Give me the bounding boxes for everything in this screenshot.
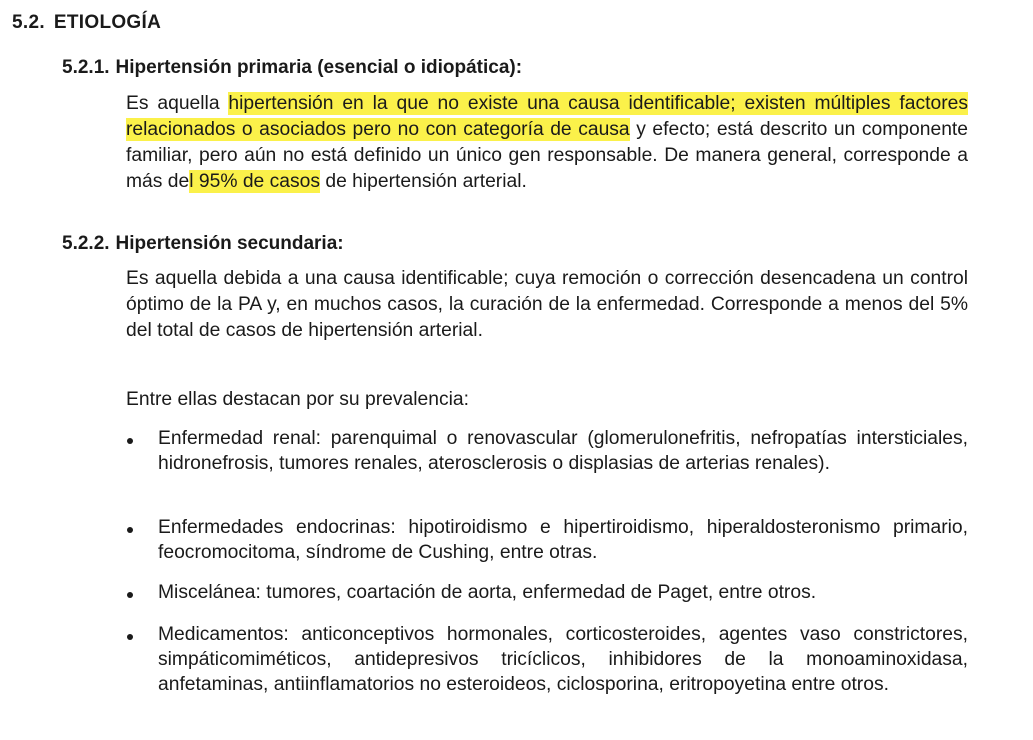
bullet-icon [127,634,133,640]
primary-text-before: Es aquella [126,93,229,114]
bullet-icon [127,527,133,533]
list-item-renal: Enfermedad renal: parenquimal o renovascular (glomerulonefritis, nefropatías intersticiales, hidronefrosis, tumores renales, aterosclerosis o displasias de arterias renales). [158,428,968,474]
highlighted-text-percentage: l 95% de casos [189,171,320,192]
subsection-number-secondary: 5.2.2. [62,233,110,254]
subsection-heading-primary [62,57,522,79]
subsection-number-primary: 5.2.1. [62,57,110,78]
secondary-paragraph: Es aquella debida a una causa identificable; cuya remoción o corrección desencadena un control óptimo de la PA y, en muchos casos, la curación de la enfermedad. Corresponde a menos del 5% del total de casos de hipertensión arterial. [126,268,968,341]
primary-text-mid: y efecto; está descrito un componente familiar, pero aún no está definido un único gen responsable. De manera general, corresponde a más de [126,119,968,192]
primary-paragraph [126,91,968,195]
subsection-title-primary: Hipertensión primaria (esencial o idiopática): [115,57,523,78]
section-number: 5.2. [12,12,45,33]
bullet-icon [127,592,133,598]
primary-text-after: de hipertensión arterial. [320,171,527,192]
subsection-heading-secondary [62,233,344,255]
highlighted-text-causes: hipertensión en la que no existe una causa identificable; existen múltiples factores relacionados o asociados pero no con categoría de causa [126,93,968,140]
list-item-endocrine: Enfermedades endocrinas: hipotiroidismo e hipertiroidismo, hiperaldosteronismo primario, feocromocitoma, síndrome de Cushing, entre otras. [158,517,968,563]
section-heading [12,12,161,34]
prevalence-intro: Entre ellas destacan por su prevalencia: [126,389,469,410]
bullet-icon [127,438,133,444]
list-item-miscellaneous: Miscelánea: tumores, coartación de aorta, enfermedad de Paget, entre otros. [158,582,817,603]
list-item-medications: Medicamentos: anticonceptivos hormonales, corticosteroides, agentes vaso constrictores, simpáticomiméticos, antidepresivos tricíclicos, inhibidores de la monoaminoxidasa, anfetaminas, antiinflamatorios no esteroideos, ciclosporina, eritropoyetina entre otros. [158,624,968,695]
subsection-title-secondary: Hipertensión secundaria: [115,233,344,254]
section-title: ETIOLOGÍA [53,12,162,33]
